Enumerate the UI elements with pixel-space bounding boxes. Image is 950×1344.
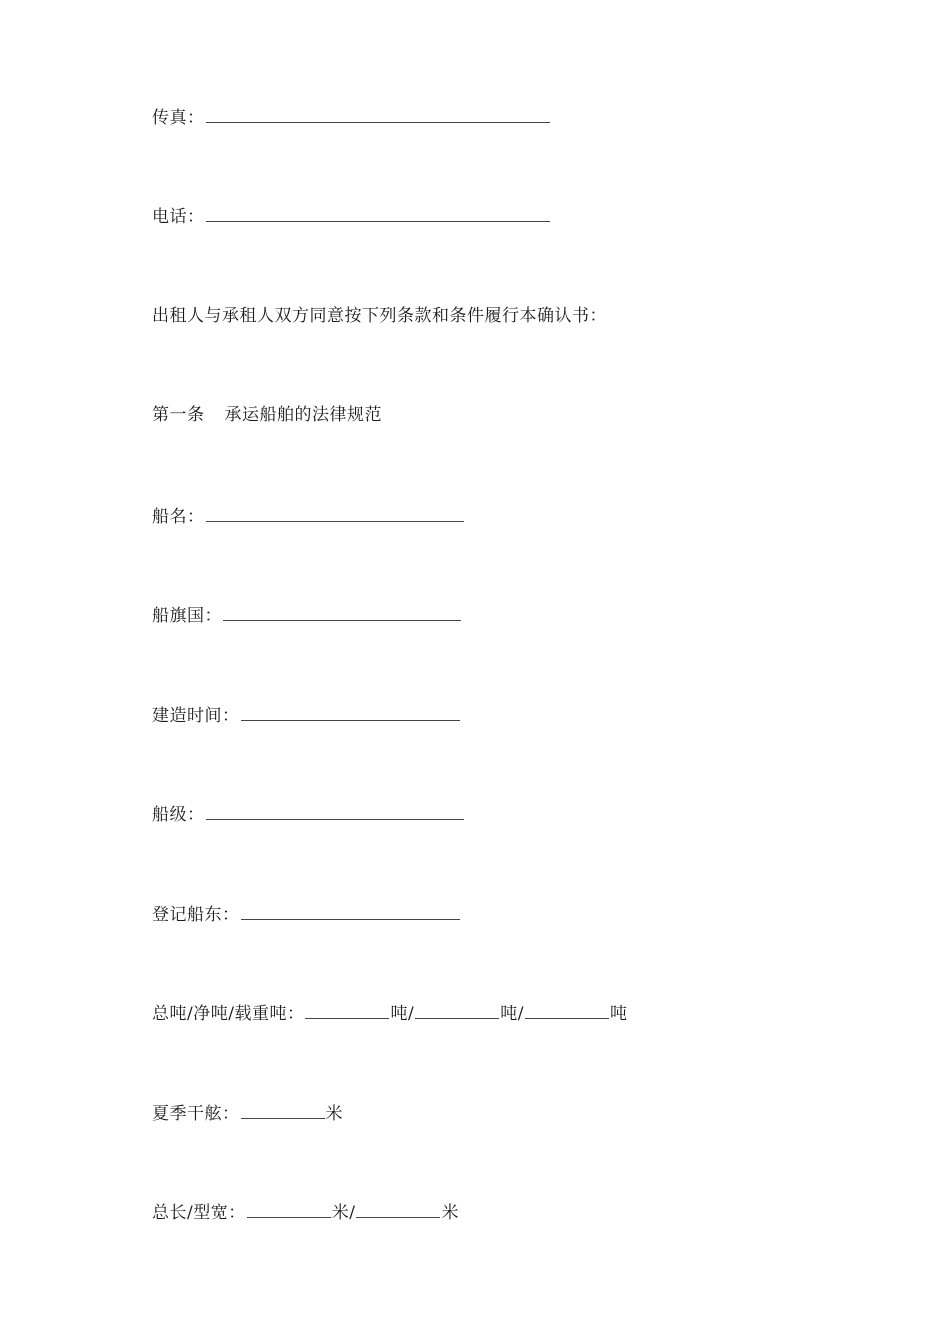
registered-owner-label: 登记船东： <box>152 905 240 925</box>
length-blank[interactable] <box>247 1201 331 1218</box>
length-beam-line <box>152 1201 459 1224</box>
length-beam-label: 总长/型宽： <box>152 1203 246 1223</box>
net-tonnage-blank[interactable] <box>415 1002 499 1019</box>
slash: / <box>517 1004 524 1024</box>
fax-label: 传真： <box>152 108 205 128</box>
article-heading <box>152 404 382 426</box>
slash: / <box>349 1203 356 1223</box>
freeboard-blank[interactable] <box>241 1102 325 1119</box>
class-blank[interactable] <box>206 803 464 820</box>
flag-state-line <box>152 604 462 627</box>
meter-unit: 米 <box>441 1203 459 1223</box>
flag-state-label: 船旗国： <box>152 606 222 626</box>
meter-unit: 米 <box>331 1203 350 1223</box>
phone-label: 电话： <box>152 207 205 227</box>
tonnage-label: 总吨/净吨/载重吨： <box>152 1004 305 1024</box>
freeboard-label: 夏季干舷： <box>152 1104 240 1124</box>
build-date-line <box>152 704 461 727</box>
article-number: 第一条 <box>152 405 205 425</box>
build-date-label: 建造时间： <box>152 706 240 726</box>
ship-name-blank[interactable] <box>206 505 464 522</box>
ton-unit: 吨 <box>390 1004 408 1024</box>
freeboard-line <box>152 1102 343 1125</box>
ton-unit: 吨 <box>609 1004 628 1024</box>
ton-unit: 吨 <box>500 1004 518 1024</box>
phone-line <box>152 205 551 228</box>
meter-unit: 米 <box>325 1104 343 1124</box>
build-date-blank[interactable] <box>241 704 460 721</box>
fax-line <box>152 106 551 129</box>
fax-blank[interactable] <box>206 106 550 123</box>
class-line <box>152 803 465 826</box>
class-label: 船级： <box>152 805 205 825</box>
beam-blank[interactable] <box>356 1201 440 1218</box>
article-title: 承运船舶的法律规范 <box>224 405 382 425</box>
phone-blank[interactable] <box>206 205 550 222</box>
ship-name-line <box>152 505 465 528</box>
deadweight-blank[interactable] <box>525 1002 609 1019</box>
registered-owner-line <box>152 903 461 926</box>
tonnage-line <box>152 1002 627 1025</box>
gross-tonnage-blank[interactable] <box>305 1002 389 1019</box>
registered-owner-blank[interactable] <box>241 903 460 920</box>
flag-state-blank[interactable] <box>223 604 461 621</box>
slash: / <box>407 1004 415 1024</box>
ship-name-label: 船名： <box>152 507 205 527</box>
intro-paragraph: 出租人与承租人双方同意按下列条款和条件履行本确认书： <box>152 306 607 326</box>
